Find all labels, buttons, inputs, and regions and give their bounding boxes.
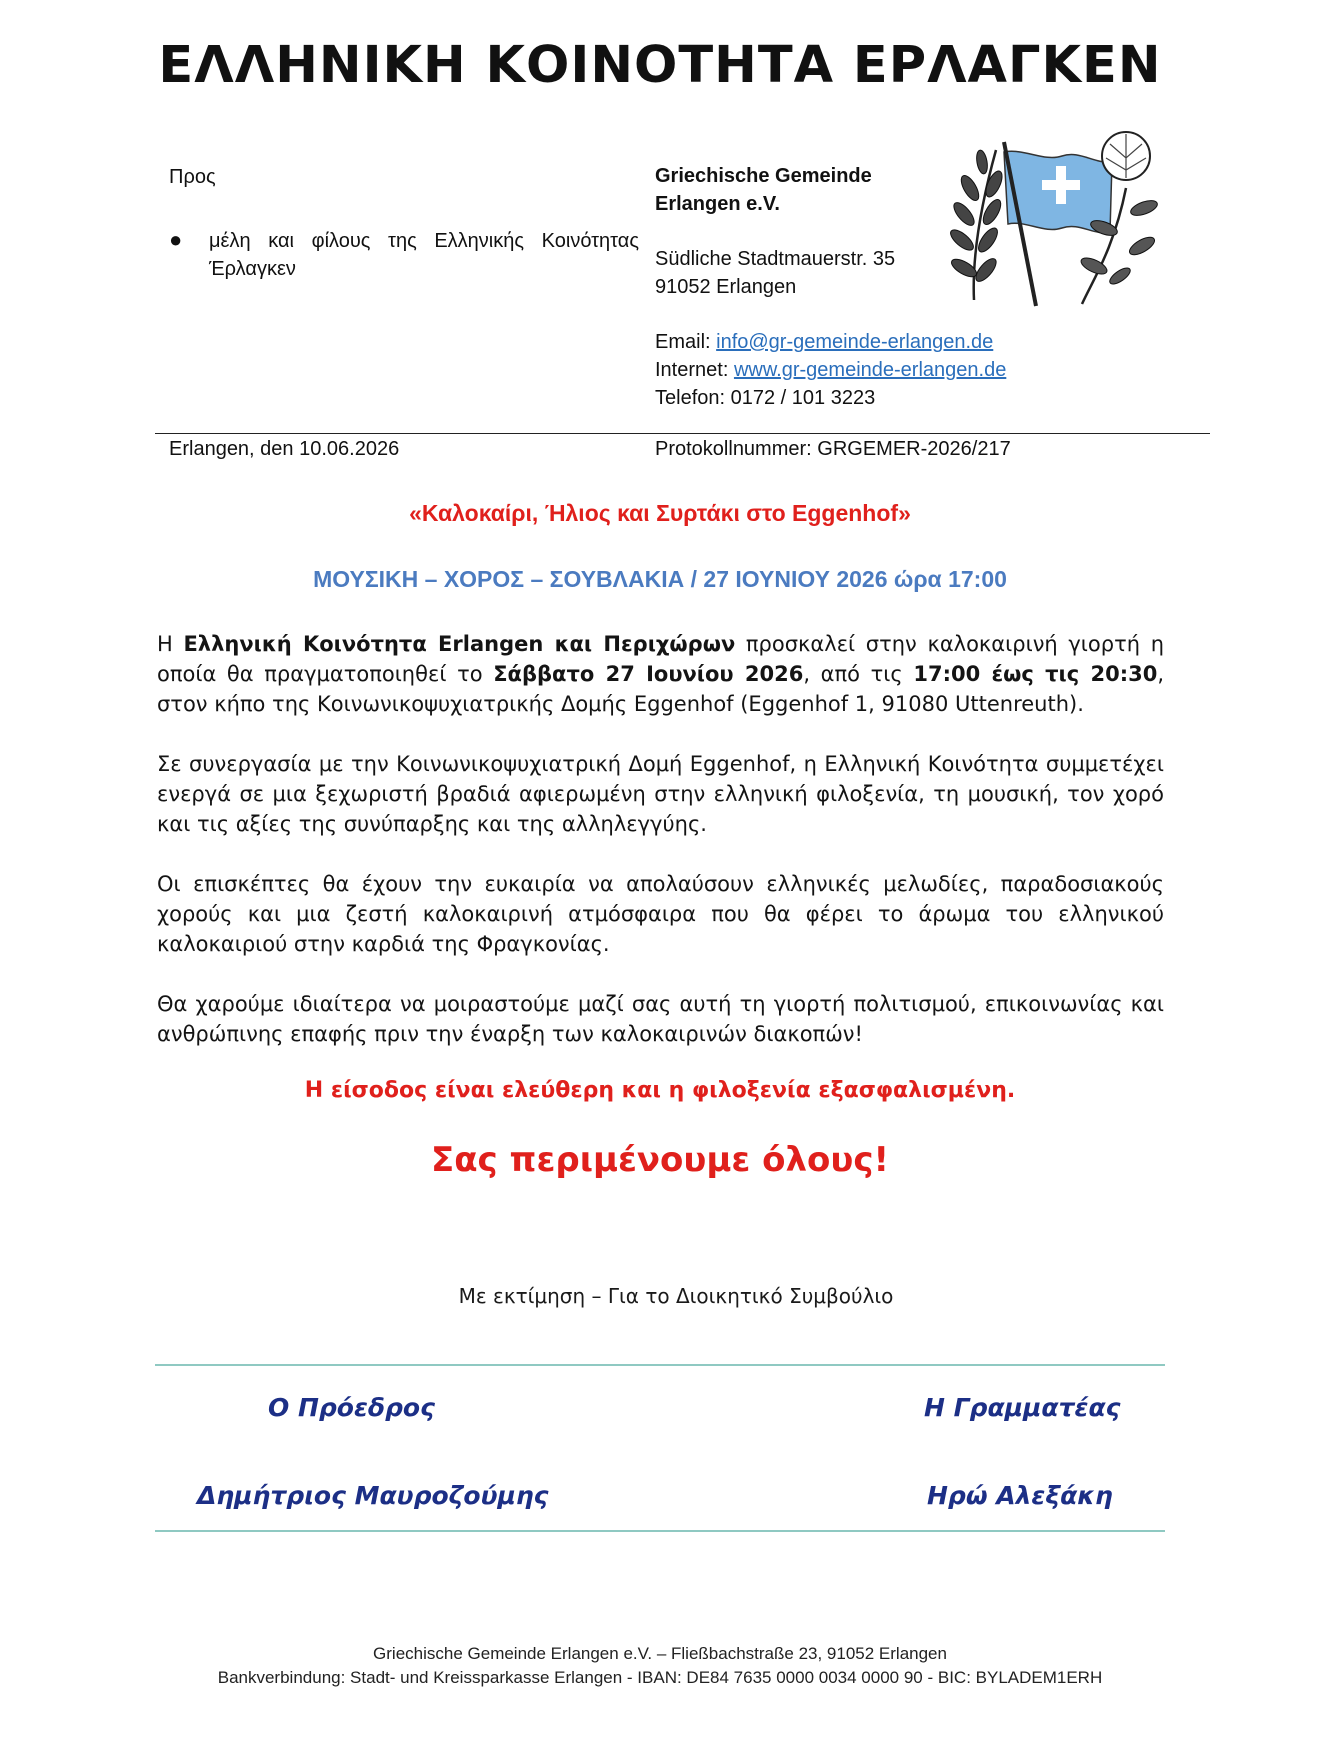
header-divider <box>155 433 1210 434</box>
secretary-name: Ηρώ Αλεξάκη <box>927 1481 1113 1510</box>
bullet-icon: ● <box>169 227 183 252</box>
body-paragraph-4: Θα χαρούμε ιδιαίτερα να μοιραστούμε μαζί σας αυτή τη γιορτή πολιτισμού, επικοινωνίας και ανθρώπινης επαφής πριν την έναρξη των καλοκαιρινών διακοπών! <box>157 992 1164 1046</box>
body-paragraph-2: Σε συνεργασία με την Κοινωνικοψυχιατρική Δομή Eggenhof, η Ελληνική Κοινότητα συμμετέχει ενεργά σε μια ξεχωριστή βραδιά αφιερωμένη στην ελληνική φιλοξενία, τη μουσική, τον χορό και τις αξίες της συνύπαρξης και της αλληλεγγύης. <box>157 752 1164 836</box>
sender-org-line2: Erlangen e.V. <box>655 193 780 215</box>
sender-city: 91052 Erlangen <box>655 276 797 298</box>
sender-email-row <box>655 328 1065 356</box>
sender-street: Südliche Stadtmauerstr. 35 <box>655 248 896 270</box>
sender-phone: Telefon: 0172 / 101 3223 <box>655 387 876 409</box>
signature-divider-top <box>155 1364 1165 1366</box>
letter-date: Erlangen, den 10.06.2026 <box>169 438 400 460</box>
protocol-number: Protokollnummer: GRGEMER-2026/217 <box>655 438 1011 460</box>
email-label: Email: <box>655 331 717 353</box>
closing-invitation: Σας περιμένουμε όλους! <box>430 1140 890 1180</box>
body-paragraph-1: Η Ελληνική Κοινότητα Erlangen και Περιχώρων προσκαλεί στην καλοκαιρινή γιορτή η οποία θα πραγματοποιηθεί το Σάββατο 27 Ιουνίου 2026, από τις 17:00 έως τις 20:30, στον κήπο της Κοινωνικοψυχιατρικής Δομής Eggenhof (Eggenhof 1, 91080 Uttenreuth). <box>157 632 1165 716</box>
website-link[interactable]: www.gr-gemeinde-erlangen.de <box>733 359 1007 381</box>
free-entry-notice: Η είσοδος είναι ελεύθερη και η φιλοξενία εξασφαλισμένη. <box>304 1078 1016 1103</box>
internet-label: Internet: <box>655 359 734 381</box>
event-subtitle: ΜΟΥΣΙΚΗ – ΧΟΡΟΣ – ΣΟΥΒΛΑΚΙΑ / 27 ΙΟΥΝΙΟΥ 2026 ώρα 17:00 <box>313 566 1007 592</box>
signature-divider-bottom <box>155 1530 1165 1532</box>
recipient-list-item <box>169 227 639 283</box>
sender-org-line1: Griechische Gemeinde <box>655 165 872 187</box>
page-title: ΕΛΛΗΝΙΚΗ ΚΟΙΝΟΤΗΤΑ ΕΡΛΑΓΚΕΝ <box>158 36 1162 95</box>
regards-line: Με εκτίμηση – Για το Διοικητικό Συμβούλιο <box>458 1284 894 1308</box>
body-paragraph-3: Οι επισκέπτες θα έχουν την ευκαιρία να απολαύσουν ελληνικές μελωδίες, παραδοσιακούς χορούς και μια ζεστή καλοκαιρινή ατμόσφαιρα που θα φέρει το άρωμα του ελληνικού καλοκαιριού στην καρδιά της Φραγκονίας. <box>157 872 1164 956</box>
footer-address: Griechische Gemeinde Erlangen e.V. – Fließbachstraße 23, 91052 Erlangen <box>373 1644 947 1663</box>
recipient-text: μέλη και φίλους της Ελληνικής Κοινότητας Έρλαγκεν <box>209 230 639 280</box>
recipient-label: Προς <box>169 166 216 188</box>
sender-internet-row <box>655 356 1065 384</box>
email-link[interactable]: info@gr-gemeinde-erlangen.de <box>716 331 994 353</box>
footer-bank-details: Bankverbindung: Stadt- und Kreissparkasse Erlangen - IBAN: DE84 7635 0000 0034 0000 90 - BIC: BYLADEM1ERH <box>217 1668 1103 1687</box>
greek-flag-laurel-olive-icon <box>944 128 1166 310</box>
president-title: Ο Πρόεδρος <box>268 1393 435 1422</box>
secretary-title: Η Γραμματέας <box>924 1393 1121 1422</box>
president-name: Δημήτριος Μαυροζούμης <box>197 1481 549 1510</box>
event-title: «Καλοκαίρι, Ήλιος και Συρτάκι στο Eggenhof» <box>409 500 911 526</box>
